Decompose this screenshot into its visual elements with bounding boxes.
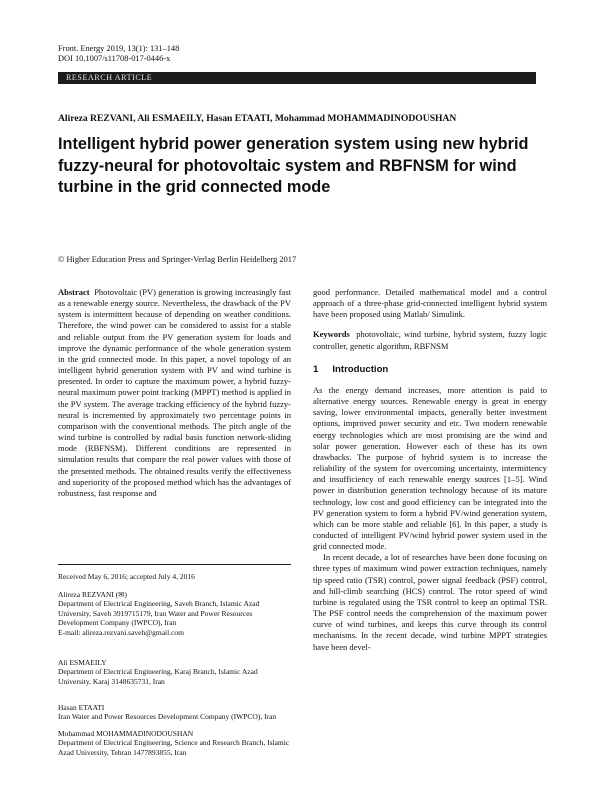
author-list: Alireza REZVANI, Ali ESMAEILY, Hasan ETAATI, Mohammad MOHAMMADINODOUSHAN	[58, 113, 457, 124]
abstract-paragraph	[58, 287, 291, 499]
copyright-line: © Higher Education Press and Springer-Verlag Berlin Heidelberg 2017	[58, 255, 297, 264]
abstract-label: Abstract	[58, 287, 90, 297]
intro-paragraph-1: As the energy demand increases, more attention is paid to alternative energy sources. Renewable energy is great in energy saving, lower environmental impacts, generally better investment options, improved power security and etc. Two modern renewable energy technologies which are most promising are the wind and solar power generation. However each of these has its own drawbacks. The purpose of hybrid system is to increase the reliability of the system for overcoming uncertainty, intermittency and insufficiency of each renewable energy sources [1–5]. Wind power in distribution generation technology because of its mature technology, low cost and good efficiency can be integrated into the PV generation system to form a hybrid PV/wind generation system, which can be more stable and reliable [6]. In this paper, a study is conducted of intelligent PV/wind hybrid power system used in the grid connected mode.	[313, 384, 547, 552]
affiliation-name: Alireza REZVANI (✉)	[58, 590, 128, 599]
affiliation-name: Ali ESMAEILY	[58, 658, 107, 667]
affiliation-1	[58, 590, 291, 637]
keywords-text: photovoltaic, wind turbine, hybrid system, fuzzy logic controller, genetic algorithm, RBFNSM	[313, 329, 548, 351]
affiliation-2	[58, 658, 291, 686]
section-heading	[313, 364, 547, 375]
left-column	[58, 287, 291, 499]
keywords-label: Keywords	[313, 329, 350, 340]
affiliation-line: Department of Electrical Engineering, Science and Research Branch, Islamic Azad University, Tehran 1477893855, Iran	[58, 738, 290, 757]
affiliation-3	[58, 703, 291, 722]
affiliation-line: Department of Electrical Engineering, Karaj Branch, Islamic Azad University, Karaj 3148635731, Iran	[58, 667, 258, 686]
abstract-text: Photovoltaic (PV) generation is growing increasingly fast as a renewable energy source. Nevertheless, the drawback of the PV system is intermittent because of depending on weather conditions. Therefore, the wind power can be considered to assist for a stable and reliable output from the PV generation system for loads and improve the dynamic performance of the whole generation system in the grid connected mode. In this paper, a novel topology of an intelligent hybrid generation system with PV and wind turbine is presented. In order to capture the maximum power, a hybrid fuzzy-neural maximum power point tracking (MPPT) method is applied in the PV system. The average tracking efficiency of the hybrid fuzzy-neural is incremented by approximately two percentage points in comparison with the conventional methods. The pitch angle of the wind turbine is controlled by radial basis function network-sliding mode (RBFNSM). Different conditions are represented in simulation results that compare the real power values with those of the presented methods. The obtained results verify the effectiveness and superiority of the proposed method which has the advantages of robustness, fast response and	[58, 287, 291, 498]
keywords-paragraph	[313, 329, 547, 351]
affiliation-4	[58, 729, 291, 757]
article-type-ribbon: RESEARCH ARTICLE	[58, 72, 536, 84]
affiliation-line: Iran Water and Power Resources Development Company (IWPCO), Iran	[58, 712, 277, 722]
affiliation-email: E-mail: alireza.rezvani.saveh@gmail.com	[58, 627, 185, 637]
journal-citation: Front. Energy 2019, 13(1): 131–148	[58, 44, 180, 53]
footnote-rule	[58, 564, 291, 565]
journal-header	[58, 44, 179, 64]
affiliation-name: Mohammad MOHAMMADINODOUSHAN	[58, 729, 194, 738]
affiliation-name: Hasan ETAATI	[58, 703, 105, 712]
section-title: Introduction	[332, 363, 389, 375]
abstract-continuation: good performance. Detailed mathematical model and a control approach of a three-phase grid-connected intelligent hybrid system have been proposed using Matlab/ Simulink.	[313, 287, 547, 320]
section-number: 1	[313, 363, 319, 375]
right-column	[313, 287, 547, 653]
intro-paragraph-2: In recent decade, a lot of researches have been done focusing on three types of maximum wind power extraction techniques, namely tip speed ratio (TSR) control, power signal feedback (PSF) control, and hill-climb searching (HCS) control. The rotor speed of wind turbine is regulated using the TSR control to keep an optimal TSR. The PSF control needs the comprehension of the maximum power curve of wind turbines, and keeps this curve through its control mechanisms. In the recent decade, wind turbine MPPT strategies have been devel-	[313, 552, 547, 652]
paper-title: Intelligent hybrid power generation system using new hybrid fuzzy-neural for photovoltaic system and RBFNSM for wind turbine in the grid connected mode	[58, 135, 529, 196]
doi-line: DOI 10.1007/s11708-017-0446-x	[58, 54, 171, 63]
affiliation-line: Department of Electrical Engineering, Saveh Branch, Islamic Azad University, Saveh 3919715179, Iran Water and Power Resources Development Company (IWPCO), Iran	[58, 599, 260, 628]
received-line: Received May 6, 2016; accepted July 4, 2016	[58, 572, 195, 581]
